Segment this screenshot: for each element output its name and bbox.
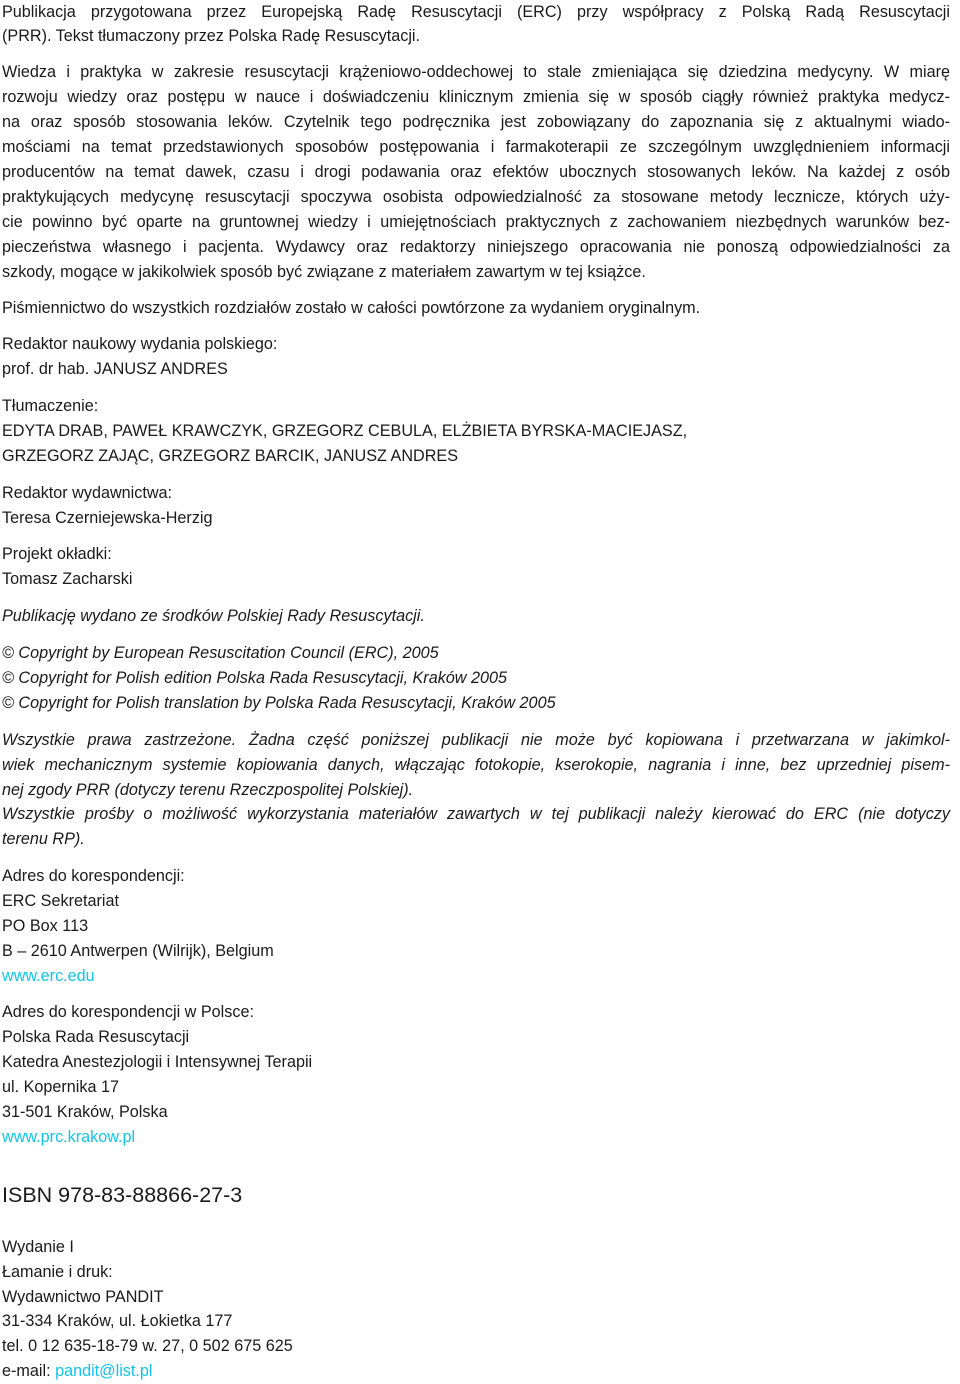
disclaimer-line: rozwoju wiedzy oraz postępu w nauce i doświadczeniu klinicznym zmienia się w sposób ciągły również praktyka medycz-	[2, 88, 950, 106]
copyright-line: © Copyright for Polish translation by Polska Rada Resuscytacji, Kraków 2005	[2, 694, 556, 712]
printer-name: Wydawnictwo PANDIT	[2, 1288, 164, 1306]
isbn: ISBN 978-83-88866-27-3	[2, 1183, 243, 1207]
translation-label: Tłumaczenie:	[2, 397, 99, 415]
science-editor-label: Redaktor naukowy wydania polskiego:	[2, 335, 278, 353]
publishing-editor: Teresa Czerniejewska-Herzig	[2, 509, 213, 527]
prr-address-line: 31-501 Kraków, Polska	[2, 1103, 168, 1121]
edition: Wydanie I	[2, 1238, 74, 1256]
bibliography-note: Piśmiennictwo do wszystkich rozdziałów zostało w całości powtórzone za wydaniem oryginalnym.	[2, 299, 701, 317]
prr-address-line: Katedra Anestezjologii i Intensywnej Terapii	[2, 1053, 313, 1071]
disclaimer-line: na oraz sposób stosowania leków. Czytelnik tego podręcznika jest zobowiązany do zapoznania się z aktualnymi wiado-	[2, 113, 950, 131]
printer-phone: tel. 0 12 635-18-79 w. 27, 0 502 675 625	[2, 1337, 293, 1355]
disclaimer-line: cie powinno być oparte na gruntownej wiedzy i umiejętnościach praktycznych z zachowaniem niezbędnych warunków bez-	[2, 213, 950, 231]
printer-email-row	[2, 1361, 153, 1381]
publication-note-line: Publikacja przygotowana przez Europejską Radę Resuscytacji (ERC) przy współpracy z Polską Radą Resuscytacji	[2, 3, 950, 21]
rights-line: Wszystkie prawa zastrzeżone. Żadna część poniższej publikacji nie może być kopiowana i przetwarzana w jakimkol-	[2, 731, 950, 749]
disclaimer-line: praktykujących medycynę resuscytacji spoczywa osobista odpowiedzialność za stosowane metody lecznicze, których uży-	[2, 188, 950, 206]
rights-line: terenu RP).	[2, 830, 85, 848]
copyright-line: © Copyright for Polish edition Polska Rada Resuscytacji, Kraków 2005	[2, 669, 507, 687]
science-editor: prof. dr hab. JANUSZ ANDRES	[2, 360, 228, 378]
publishing-editor-label: Redaktor wydawnictwa:	[2, 484, 173, 502]
erc-address-line: PO Box 113	[2, 917, 89, 935]
erc-address-label: Adres do korespondencji:	[2, 867, 185, 885]
disclaimer-line: mościami na temat przedstawionych sposobów postępowania i farmakoterapii ze szczególnym uwzględnieniem informacji	[2, 138, 950, 156]
printer-address: 31-334 Kraków, ul. Łokietka 177	[2, 1312, 233, 1330]
publication-note-line: (PRR). Tekst tłumaczony przez Polska Radę Resuscytacji.	[2, 27, 421, 45]
erc-website-link[interactable]: www.erc.edu	[2, 967, 95, 985]
disclaimer-line: producentów na temat dawek, czasu i drogi podawania oraz efektów ubocznych stosowanych leków. Na każdej z osób	[2, 163, 950, 181]
email-label: e-mail:	[2, 1362, 56, 1380]
copyright-line: © Copyright by European Resuscitation Council (ERC), 2005	[2, 644, 439, 662]
disclaimer-line: pieczeństwa własnego i pacjenta. Wydawcy oraz redaktorzy niniejszego opracowania nie ponoszą odpowiedzialności za	[2, 238, 950, 256]
prr-website-link[interactable]: www.prc.krakow.pl	[2, 1128, 136, 1146]
translators-line: GRZEGORZ ZAJĄC, GRZEGORZ BARCIK, JANUSZ ANDRES	[2, 447, 458, 465]
erc-address-line: B – 2610 Antwerpen (Wilrijk), Belgium	[2, 942, 274, 960]
rights-line: nej zgody PRR (dotyczy terenu Rzeczpospolitej Polskiej).	[2, 781, 414, 799]
print-label: Łamanie i druk:	[2, 1263, 113, 1281]
rights-line: wiek mechanicznym systemie kopiowania danych, włączając fotokopie, kserokopie, nagrania i inne, bez uprzedniej pisem-	[2, 756, 950, 774]
erc-address-line: ERC Sekretariat	[2, 892, 119, 910]
cover-designer: Tomasz Zacharski	[2, 570, 133, 588]
prr-address-line: Polska Rada Resuscytacji	[2, 1028, 190, 1046]
disclaimer-line: szkody, mogące w jakikolwiek sposób być związane z materiałem zawartym w tej książce.	[2, 263, 646, 281]
cover-label: Projekt okładki:	[2, 545, 112, 563]
prr-address-label: Adres do korespondencji w Polsce:	[2, 1003, 254, 1021]
translators-line: EDYTA DRAB, PAWEŁ KRAWCZYK, GRZEGORZ CEBULA, ELŻBIETA BYRSKA-MACIEJASZ,	[2, 422, 688, 440]
disclaimer-line: Wiedza i praktyka w zakresie resuscytacji krążeniowo-oddechowej to stale zmieniająca się dziedzina medycyny. W miarę	[2, 63, 950, 81]
prr-address-line: ul. Kopernika 17	[2, 1078, 119, 1096]
funding-note: Publikację wydano ze środków Polskiej Rady Resuscytacji.	[2, 607, 425, 625]
rights-line: Wszystkie prośby o możliwość wykorzystania materiałów zawartych w tej publikacji należy kierować do ERC (nie dotyczy	[2, 805, 950, 823]
email-link[interactable]: pandit@list.pl	[55, 1362, 153, 1380]
